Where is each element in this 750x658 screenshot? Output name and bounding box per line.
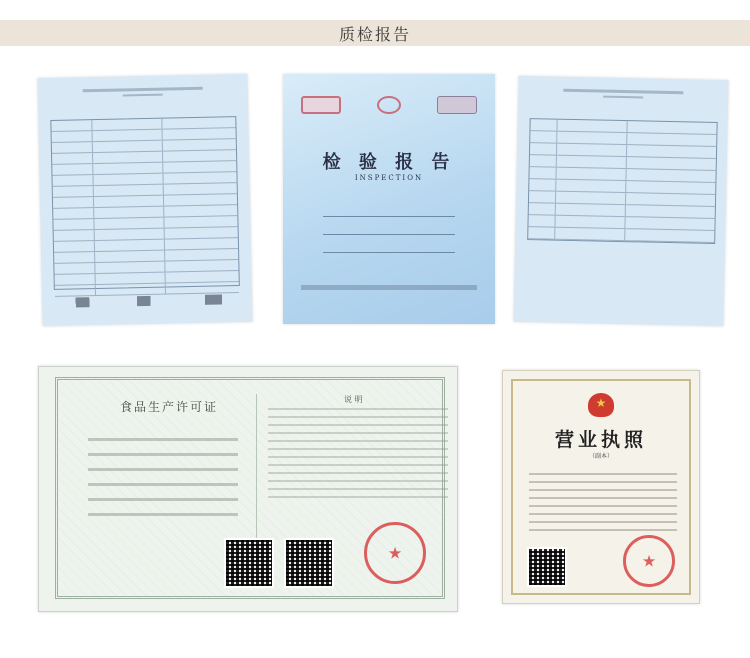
cnas-logo-icon	[437, 96, 477, 114]
report-table	[50, 116, 240, 290]
license-fields	[88, 438, 238, 528]
results-table	[527, 118, 718, 244]
official-seal-icon	[623, 535, 675, 587]
cma-logo-icon	[301, 96, 341, 114]
inspection-report-results[interactable]	[513, 76, 728, 326]
cover-footer	[301, 285, 477, 290]
signature-row	[62, 294, 232, 308]
qr-code-icon	[224, 538, 274, 588]
star-icon: ★	[387, 543, 403, 563]
qr-code-icon	[527, 547, 567, 587]
star-icon: ★	[641, 551, 657, 571]
business-license-title: 营业执照	[554, 429, 647, 451]
license-notes	[268, 408, 448, 504]
food-production-license[interactable]	[38, 366, 458, 612]
license-note-heading: 说 明	[344, 395, 363, 404]
cover-subtitle: INSPECTION	[354, 174, 424, 182]
official-seal-icon	[364, 522, 426, 584]
section-header	[0, 20, 750, 46]
inspection-report-page-1[interactable]	[37, 74, 252, 326]
cover-field-line	[323, 216, 455, 217]
star-icon: ★	[595, 396, 607, 410]
qr-code-icon	[284, 538, 334, 588]
inspection-report-cover[interactable]	[283, 74, 495, 324]
report-header-placeholder	[38, 86, 248, 98]
national-emblem-icon	[588, 393, 614, 417]
report-header-placeholder	[518, 88, 728, 100]
cover-title: 检 验 报 告	[322, 152, 456, 173]
license-title: 食品生产许可证	[119, 400, 218, 414]
business-license-fields	[529, 473, 677, 537]
cover-field-line	[323, 234, 455, 235]
cal-logo-icon	[377, 96, 401, 114]
cover-logos	[301, 96, 477, 116]
license-frame	[55, 377, 445, 599]
business-license-subtitle: （副本）	[588, 453, 613, 460]
business-license[interactable]	[502, 370, 700, 604]
section-title: 质检报告	[338, 24, 411, 44]
cover-field-line	[323, 252, 455, 253]
